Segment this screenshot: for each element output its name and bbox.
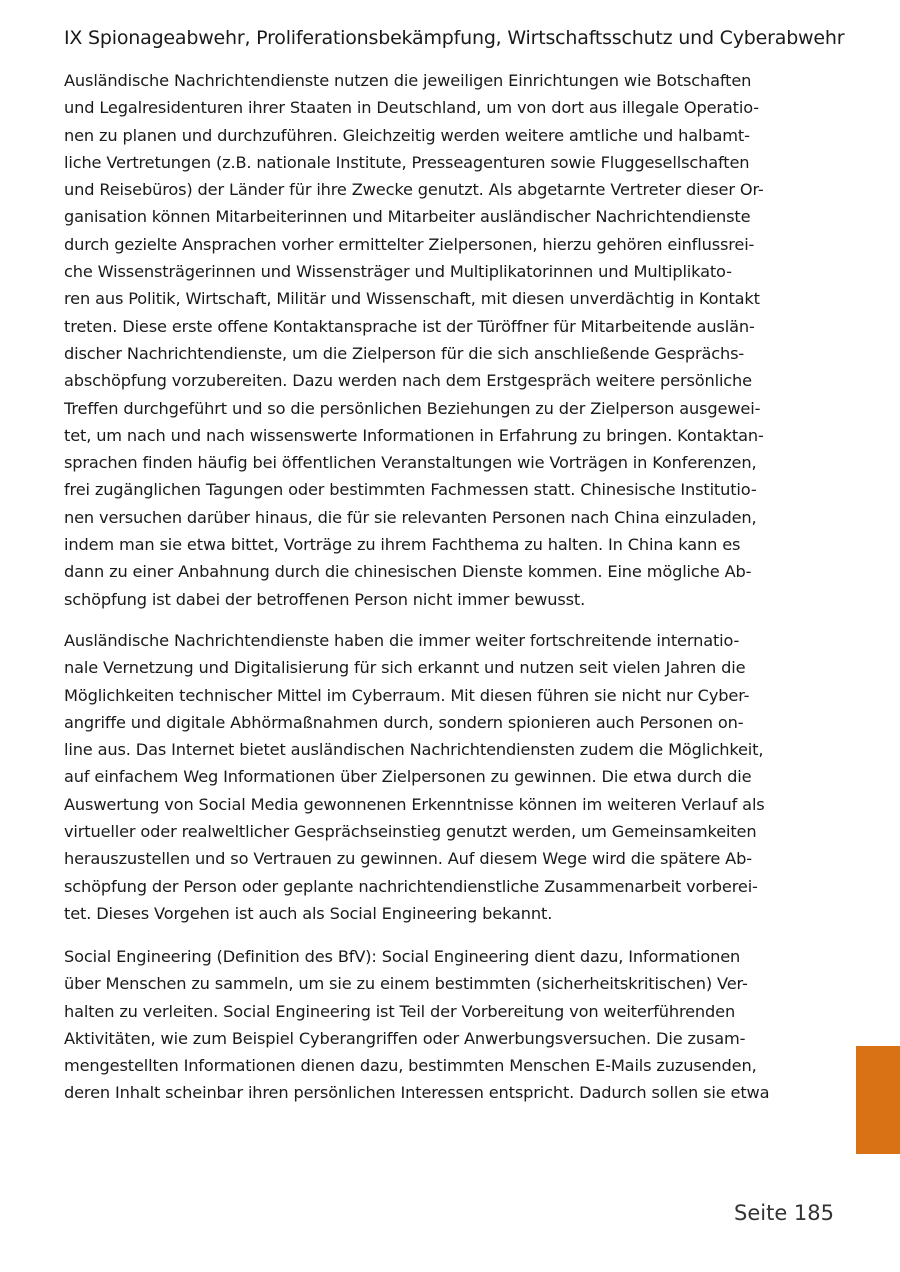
text-line: schöpfung der Person oder geplante nachrichtendienstliche Zusammenarbeit vorberei- [64,876,758,896]
chapter-side-tab [856,1046,900,1154]
paragraph-2 [64,627,809,927]
text-line: Möglichkeiten technischer Mittel im Cyberraum. Mit diesen führen sie nicht nur Cyber- [64,685,750,705]
text-line: abschöpfung vorzubereiten. Dazu werden nach dem Erstgespräch weitere persönliche [64,371,752,391]
text-line: schöpfung ist dabei der betroffenen Person nicht immer bewusst. [64,589,586,609]
text-line: tet, um nach und nach wissenswerte Informationen in Erfahrung zu bringen. Kontaktan- [64,425,764,445]
text-line: Auswertung von Social Media gewonnenen Erkenntnisse können im weiteren Verlauf als [64,794,765,814]
text-line: line aus. Das Internet bietet ausländischen Nachrichtendiensten zudem die Möglichkeit, [64,740,764,760]
text-line: che Wissensträgerinnen und Wissensträger und Multiplikatorinnen und Multiplikato- [64,262,732,282]
text-line: Ausländische Nachrichtendienste nutzen die jeweiligen Einrichtungen wie Botschaften [64,71,752,90]
text-line: tet. Dieses Vorgehen ist auch als Social Engineering bekannt. [64,903,553,923]
text-line: Social Engineering (Definition des BfV): Social Engineering dient dazu, Informationen [64,947,741,966]
text-line: mengestellten Informationen dienen dazu, bestimmten Menschen E-Mails zuzusenden, [64,1056,757,1076]
text-line: deren Inhalt scheinbar ihren persönlichen Interessen entspricht. Dadurch sollen sie etwa [64,1083,770,1103]
paragraph-1 [64,67,809,613]
text-line: ren aus Politik, Wirtschaft, Militär und Wissenschaft, mit diesen unverdächtig in Kontakt [64,289,760,309]
text-line: über Menschen zu sammeln, um sie zu einem bestimmten (sicherheitskritischen) Ver- [64,974,748,994]
paragraph-3 [64,943,809,1107]
text-line: treten. Diese erste offene Kontaktansprache ist der Türöffner für Mitarbeitende auslän- [64,316,755,336]
text-line: indem man sie etwa bittet, Vorträge zu ihrem Fachthema zu halten. In China kann es [64,535,741,555]
page-title: IX Spionageabwehr, Proliferationsbekämpfung, Wirtschaftsschutz und Cyberabwehr [64,27,845,49]
text-line: discher Nachrichtendienste, um die Zielperson für die sich anschließende Gesprächs- [64,343,745,363]
text-line: dann zu einer Anbahnung durch die chinesischen Dienste kommen. Eine mögliche Ab- [64,562,752,582]
text-line: Aktivitäten, wie zum Beispiel Cyberangriffen oder Anwerbungsversuchen. Die zusam- [64,1028,746,1048]
text-line: virtueller oder realweltlicher Gesprächseinstieg genutzt werden, um Gemeinsamkeiten [64,822,757,842]
text-line: nen versuchen darüber hinaus, die für sie relevanten Personen nach China einzuladen, [64,507,757,527]
text-line: herauszustellen und so Vertrauen zu gewinnen. Auf diesem Wege wird die spätere Ab- [64,849,752,869]
text-line: und Legalresidenturen ihrer Staaten in Deutschland, um von dort aus illegale Operatio- [64,98,759,118]
text-line: halten zu verleiten. Social Engineering ist Teil der Vorbereitung von weiterführenden [64,1001,736,1021]
page-number: Seite 185 [734,1201,834,1225]
text-line: auf einfachem Weg Informationen über Zielpersonen zu gewinnen. Die etwa durch die [64,767,752,787]
text-line: frei zugänglichen Tagungen oder bestimmten Fachmessen statt. Chinesische Institutio- [64,480,757,500]
text-line: sprachen finden häufig bei öffentlichen Veranstaltungen wie Vorträgen in Konferenzen, [64,453,757,473]
text-line: angriffe und digitale Abhörmaßnahmen durch, sondern spionieren auch Personen on- [64,712,744,732]
text-line: liche Vertretungen (z.B. nationale Institute, Presseagenturen sowie Fluggesellschaften [64,152,750,172]
text-line: durch gezielte Ansprachen vorher ermittelter Zielpersonen, hierzu gehören einflussrei- [64,234,755,254]
text-line: nen zu planen und durchzuführen. Gleichzeitig werden weitere amtliche und halbamt- [64,125,750,145]
text-line: und Reisebüros) der Länder für ihre Zwecke genutzt. Als abgetarnte Vertreter dieser Or- [64,180,764,200]
text-line: ganisation können Mitarbeiterinnen und Mitarbeiter ausländischer Nachrichtendienste [64,207,751,227]
text-line: Ausländische Nachrichtendienste haben die immer weiter fortschreitende internatio- [64,631,740,650]
text-line: nale Vernetzung und Digitalisierung für sich erkannt und nutzen seit vielen Jahren die [64,658,746,678]
text-line: Treffen durchgeführt und so die persönlichen Beziehungen zu der Zielperson ausgewei- [64,398,761,418]
